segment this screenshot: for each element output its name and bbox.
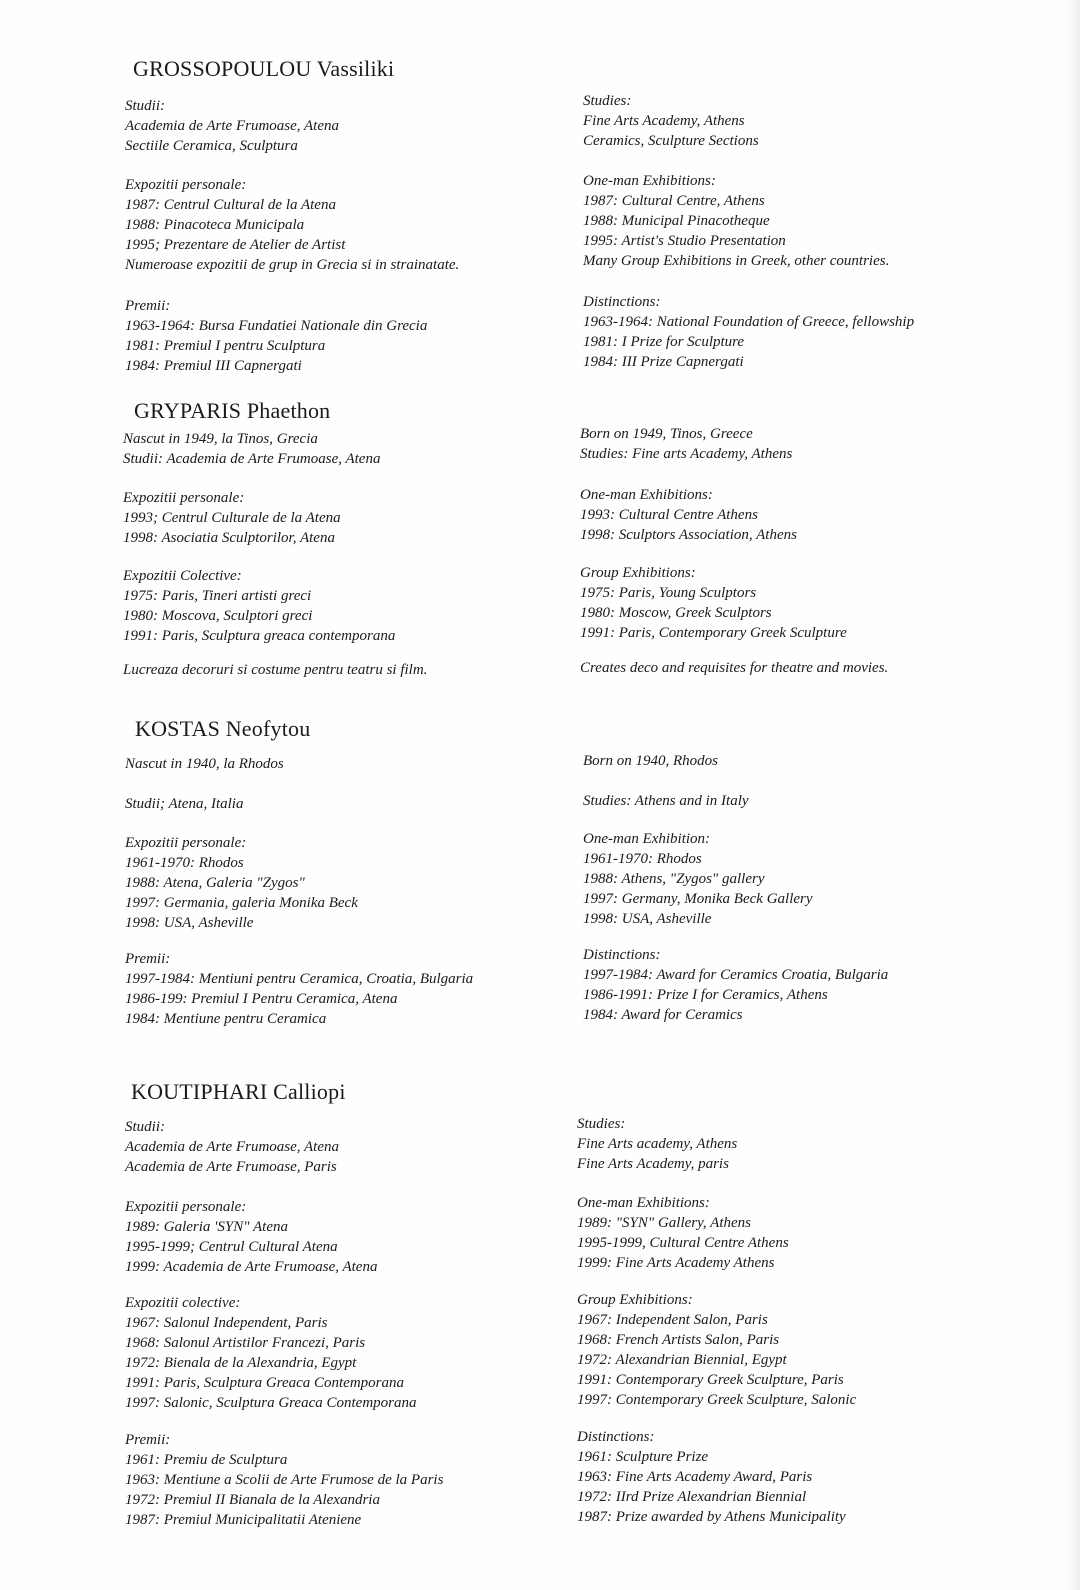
artist-name: GRYPARIS Phaethon xyxy=(134,398,331,423)
section-line: 1989: Galeria 'SYN" Atena xyxy=(125,1219,288,1235)
section-line: 1999: Fine Arts Academy Athens xyxy=(577,1255,775,1271)
section-heading: Lucreaza decoruri si costume pentru teatru si film. xyxy=(123,662,428,678)
section-line: 1987: Centrul Cultural de la Atena xyxy=(125,197,336,213)
section-heading: Studii: xyxy=(125,98,165,114)
section-line: 1981: I Prize for Sculpture xyxy=(583,334,745,350)
section-line: 1997-1984: Award for Ceramics Croatia, Bulgaria xyxy=(583,967,889,983)
section-line: 1967: Independent Salon, Paris xyxy=(577,1312,768,1328)
section-heading: Born on 1940, Rhodos xyxy=(583,753,718,769)
section-heading: Group Exhibitions: xyxy=(580,565,696,581)
section-block xyxy=(125,833,565,933)
section-line: 1975: Paris, Young Sculptors xyxy=(580,585,757,601)
section-line: Studii: Academia de Arte Frumoase, Atena xyxy=(123,451,381,467)
section-heading: Expozitii personale: xyxy=(125,835,247,851)
section-heading: Premii: xyxy=(125,1432,171,1448)
section-line: 1968: French Artists Salon, Paris xyxy=(577,1332,780,1348)
section-line: Academia de Arte Frumoase, Atena xyxy=(125,1139,339,1155)
section-heading: Studii; Atena, Italia xyxy=(125,796,244,812)
section-line: 1993; Centrul Culturale de la Atena xyxy=(123,510,341,526)
section-line: 1984: Premiul III Capnergati xyxy=(125,358,302,374)
section-line: 1980: Moscova, Sculptori greci xyxy=(123,608,313,624)
section-line: 1963-1964: Bursa Fundatiei Nationale din Grecia xyxy=(125,318,428,334)
section-heading: One-man Exhibitions: xyxy=(583,173,716,189)
section-block xyxy=(123,488,563,548)
section-block xyxy=(125,1117,565,1177)
section-block xyxy=(577,1427,1017,1527)
section-heading: Studies: xyxy=(583,93,632,109)
section-line: Studies: Fine arts Academy, Athens xyxy=(580,446,793,462)
section-line: Numeroase expozitii de grup in Grecia si in strainatate. xyxy=(125,257,460,273)
section-line: 1963: Mentiune a Scolii de Arte Frumose de la Paris xyxy=(125,1472,444,1488)
section-heading: Expozitii personale: xyxy=(125,177,247,193)
section-line: Sectiile Ceramica, Sculptura xyxy=(125,138,298,154)
section-heading: Studii: xyxy=(125,1119,165,1135)
section-block xyxy=(125,175,565,275)
section-line: 1997: Germania, galeria Monika Beck xyxy=(125,895,358,911)
section-line: 1972: Alexandrian Biennial, Egypt xyxy=(577,1352,787,1368)
section-line: Academia de Arte Frumoase, Atena xyxy=(125,118,339,134)
section-block xyxy=(577,1114,1017,1174)
section-heading: Distinctions: xyxy=(583,294,661,310)
section-line: 1997: Contemporary Greek Sculpture, Salonic xyxy=(577,1392,857,1408)
section-block xyxy=(583,945,1023,1025)
section-line: Ceramics, Sculpture Sections xyxy=(583,133,759,149)
section-line: 1984: III Prize Capnergati xyxy=(583,354,744,370)
section-block xyxy=(125,96,565,156)
section-line: Fine Arts Academy, paris xyxy=(577,1156,729,1172)
section-heading: Expozitii Colective: xyxy=(123,568,242,584)
section-line: Fine Arts Academy, Athens xyxy=(583,113,745,129)
section-line: 1989: "SYN" Gallery, Athens xyxy=(577,1215,751,1231)
section-line: 1984: Award for Ceramics xyxy=(583,1007,743,1023)
section-line: 1988: Athens, "Zygos" gallery xyxy=(583,871,765,887)
section-line: 1967: Salonul Independent, Paris xyxy=(125,1315,328,1331)
section-block xyxy=(123,429,563,469)
section-line: Academia de Arte Frumoase, Paris xyxy=(125,1159,337,1175)
section-line: 1986-1991: Prize I for Ceramics, Athens xyxy=(583,987,828,1003)
section-line: 1988: Pinacoteca Municipala xyxy=(125,217,305,233)
section-line: 1987: Premiul Municipalitatii Ateniene xyxy=(125,1512,362,1528)
section-block xyxy=(583,751,1023,771)
section-block xyxy=(125,1293,565,1413)
section-line: 1987: Prize awarded by Athens Municipality xyxy=(577,1509,846,1525)
section-block xyxy=(123,566,563,646)
section-block xyxy=(125,949,565,1029)
section-block xyxy=(583,171,1023,271)
section-line: Fine Arts academy, Athens xyxy=(577,1136,738,1152)
section-block xyxy=(580,658,1020,678)
section-line: 1991: Paris, Sculptura Greaca Contemporana xyxy=(125,1375,405,1391)
section-block xyxy=(123,660,563,680)
section-line: 1968: Salonul Artistilor Francezi, Paris xyxy=(125,1335,366,1351)
section-line: 1972: Bienala de la Alexandria, Egypt xyxy=(125,1355,357,1371)
section-block xyxy=(583,829,1023,929)
section-line: 1995: Artist's Studio Presentation xyxy=(583,233,786,249)
section-line: 1975: Paris, Tineri artisti greci xyxy=(123,588,312,604)
section-line: 1995-1999, Cultural Centre Athens xyxy=(577,1235,789,1251)
section-line: 1997-1984: Mentiuni pentru Ceramica, Croatia, Bulgaria xyxy=(125,971,474,987)
section-line: 1961-1970: Rhodos xyxy=(125,855,244,871)
section-heading: One-man Exhibitions: xyxy=(580,487,713,503)
section-line: 1998: Asociatia Sculptorilor, Atena xyxy=(123,530,335,546)
section-block xyxy=(125,794,565,814)
section-line: 1995; Prezentare de Atelier de Artist xyxy=(125,237,346,253)
section-heading: One-man Exhibition: xyxy=(583,831,711,847)
section-line: 1995-1999; Centrul Cultural Atena xyxy=(125,1239,338,1255)
section-heading: Distinctions: xyxy=(577,1429,655,1445)
section-heading: Creates deco and requisites for theatre and movies. xyxy=(580,660,889,676)
page-edge-shadow xyxy=(1066,0,1080,1590)
section-line: 1984: Mentiune pentru Ceramica xyxy=(125,1011,327,1027)
section-heading: Group Exhibitions: xyxy=(577,1292,693,1308)
section-block xyxy=(125,296,565,376)
section-heading: Born on 1949, Tinos, Greece xyxy=(580,426,753,442)
section-line: 1980: Moscow, Greek Sculptors xyxy=(580,605,772,621)
section-line: 1988: Atena, Galeria "Zygos" xyxy=(125,875,305,891)
section-block xyxy=(583,91,1023,151)
section-heading: One-man Exhibitions: xyxy=(577,1195,710,1211)
section-line: 1997: Salonic, Sculptura Greaca Contemporana xyxy=(125,1395,417,1411)
section-line: 1991: Paris, Sculptura greaca contemporana xyxy=(123,628,396,644)
section-block xyxy=(125,754,565,774)
section-heading: Expozitii personale: xyxy=(125,1199,247,1215)
section-heading: Premii: xyxy=(125,298,171,314)
section-line: Many Group Exhibitions in Greek, other countries. xyxy=(583,253,890,269)
section-line: 1972: Premiul II Bianala de la Alexandria xyxy=(125,1492,380,1508)
section-line: 1988: Municipal Pinacotheque xyxy=(583,213,770,229)
section-block xyxy=(583,791,1023,811)
section-heading: Expozitii personale: xyxy=(123,490,245,506)
section-line: 1972: IIrd Prize Alexandrian Biennial xyxy=(577,1489,807,1505)
section-line: 1963-1964: National Foundation of Greece, fellowship xyxy=(583,314,915,330)
section-line: 1998: USA, Asheville xyxy=(583,911,712,927)
section-line: 1987: Cultural Centre, Athens xyxy=(583,193,765,209)
section-block xyxy=(583,292,1023,372)
section-line: 1963: Fine Arts Academy Award, Paris xyxy=(577,1469,813,1485)
section-line: 1991: Contemporary Greek Sculpture, Paris xyxy=(577,1372,844,1388)
artist-name: KOUTIPHARI Calliopi xyxy=(131,1079,346,1104)
section-line: 1998: Sculptors Association, Athens xyxy=(580,527,797,543)
section-heading: Nascut in 1940, la Rhodos xyxy=(125,756,284,772)
section-line: 1991: Paris, Contemporary Greek Sculpture xyxy=(580,625,847,641)
section-line: 1981: Premiul I pentru Sculptura xyxy=(125,338,326,354)
section-block xyxy=(125,1197,565,1277)
section-line: 1993: Cultural Centre Athens xyxy=(580,507,758,523)
section-line: 1998: USA, Asheville xyxy=(125,915,254,931)
section-block xyxy=(577,1290,1017,1410)
section-heading: Nascut in 1949, la Tinos, Grecia xyxy=(123,431,318,447)
section-heading: Expozitii colective: xyxy=(125,1295,241,1311)
section-line: 1997: Germany, Monika Beck Gallery xyxy=(583,891,813,907)
artist-name: GROSSOPOULOU Vassiliki xyxy=(133,56,395,81)
section-block xyxy=(580,485,1020,545)
section-line: 1961: Premiu de Sculptura xyxy=(125,1452,288,1468)
section-heading: Studies: Athens and in Italy xyxy=(583,793,749,809)
section-heading: Studies: xyxy=(577,1116,626,1132)
section-line: 1961-1970: Rhodos xyxy=(583,851,702,867)
section-line: 1961: Sculpture Prize xyxy=(577,1449,709,1465)
artist-name: KOSTAS Neofytou xyxy=(135,716,311,741)
section-block xyxy=(125,1430,565,1530)
section-heading: Premii: xyxy=(125,951,171,967)
section-block xyxy=(580,424,1020,464)
section-line: 1999: Academia de Arte Frumoase, Atena xyxy=(125,1259,378,1275)
section-heading: Distinctions: xyxy=(583,947,661,963)
section-line: 1986-199: Premiul I Pentru Ceramica, Atena xyxy=(125,991,398,1007)
section-block xyxy=(580,563,1020,643)
section-block xyxy=(577,1193,1017,1273)
